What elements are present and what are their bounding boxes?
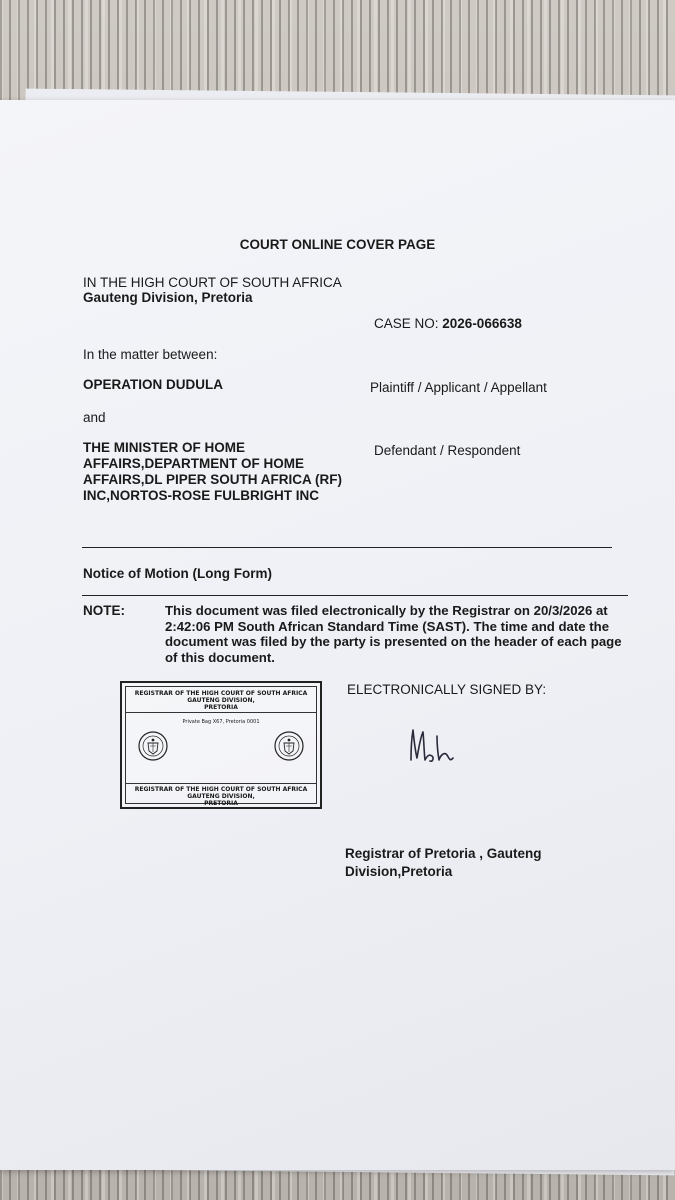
plaintiff-name: OPERATION DUDULA <box>83 377 223 392</box>
stamp-private-bag: Private Bag X67, Pretoria 0001 <box>182 719 260 725</box>
registrar-name: Registrar of Pretoria , Gauteng Division,Pretoria <box>345 846 542 879</box>
stamp-frame <box>125 686 317 807</box>
court-seal-icon <box>138 731 168 761</box>
note-text: This document was filed electronically by the Registrar on 20/3/2026 at 2:42:06 PM South African Standard Time (SAST). The time and date the document was filed by the party is presented on the header of each page of this document. <box>165 603 622 665</box>
notice-type: Notice of Motion (Long Form) <box>83 566 272 581</box>
registrar-stamp <box>120 681 322 809</box>
signature <box>405 720 465 770</box>
stamp-top-line: PRETORIA <box>204 704 238 711</box>
and-text: and <box>83 410 106 425</box>
stamp-top-line: GAUTENG DIVISION, <box>187 697 255 704</box>
case-number <box>374 316 522 331</box>
note-label: NOTE: <box>83 603 125 618</box>
stamp-bottom-line: GAUTENG DIVISION, <box>187 793 255 800</box>
case-number-label: CASE NO: <box>374 316 439 331</box>
court-division: Gauteng Division, Pretoria <box>83 290 253 305</box>
stamp-divider <box>126 712 316 713</box>
court-name: IN THE HIGH COURT OF SOUTH AFRICA <box>83 275 342 290</box>
stamp-bottom-text <box>126 786 316 807</box>
case-number-value: 2026-066638 <box>442 316 522 331</box>
stamp-bottom-line: PRETORIA <box>204 800 238 807</box>
divider <box>82 595 628 596</box>
stamp-top-line: REGISTRAR OF THE HIGH COURT OF SOUTH AFRICA <box>134 690 308 697</box>
plaintiff-role: Plaintiff / Applicant / Appellant <box>370 380 547 395</box>
defendant-name: THE MINISTER OF HOME AFFAIRS,DEPARTMENT OF HOME AFFAIRS,DL PIPER SOUTH AFRICA (RF) INC,NORTOS-ROSE FULBRIGHT INC <box>83 440 342 503</box>
cover-page <box>0 100 675 1170</box>
divider <box>82 547 612 548</box>
stamp-divider <box>126 783 316 784</box>
court-seal-icon <box>274 731 304 761</box>
defendant-role: Defendant / Respondent <box>374 443 521 458</box>
page-title: COURT ONLINE COVER PAGE <box>239 237 436 252</box>
stamp-bottom-line: REGISTRAR OF THE HIGH COURT OF SOUTH AFRICA <box>134 786 308 793</box>
matter-between: In the matter between: <box>83 347 218 362</box>
stamp-top-text <box>126 690 316 711</box>
electronically-signed-by: ELECTRONICALLY SIGNED BY: <box>347 682 547 697</box>
